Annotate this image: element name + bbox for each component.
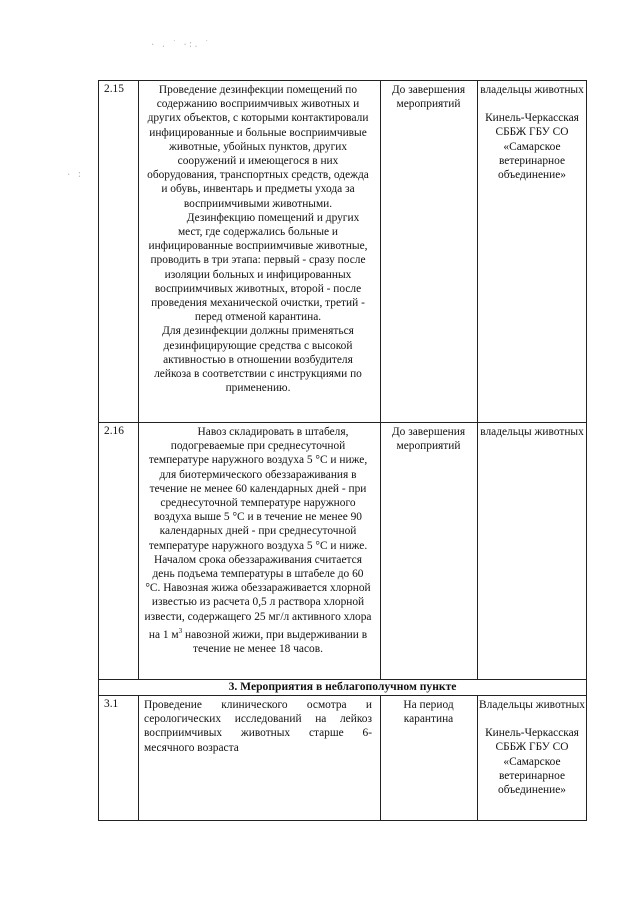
description-text-tail: навозной жижи, при выдерживании в течение не менее 18 часов. (182, 628, 368, 655)
description-text: Навоз складировать в штабеля, подогреваемые при среднесуточной температуре наружного воздуха 5 °С и ниже, для биотермического обеззараживания в течение не менее 60 календарных дней - при среднесуточной температуре наружного воздуха выше 5 °С и в течение не менее 90 календарных дней - при среднесуточной температуре наружного воздуха 5 °С и ниже. Началом срока обеззараживания считается день подъема температуры в штабеле до 60 °С. Навозная жижа обеззараживается хлорной известью из расчета 0,5 л раствора хлорной извести, содержащего 25 мг/л активного хлора на 1 м (144, 426, 372, 641)
row-divider (98, 422, 587, 423)
row-divider (98, 679, 587, 680)
scan-artifact-top: · . ˙ ·:. ˙ (150, 40, 210, 50)
responsible-entry: Кинель-Черкасская СББЖ ГБУ СО «Самарское ветеринарное объединение» (485, 112, 579, 182)
row-number: 2.16 (104, 425, 124, 437)
description-paragraph: Проведение дезинфекции помещений по содержанию восприимчивых животных и других объектов, с которыми контактировали инфицированные и больные восприимчивые животные, убойных пунктов, других сооружений и имеющегося в них оборудования, транспортных средств, одежда и обувь, инвентарь и предметы ухода за восприимчивыми животными. (147, 84, 369, 210)
scan-artifact-left: · : (66, 170, 83, 180)
responsible-entry: владельцы животных (480, 84, 584, 96)
responsible-entry: владельцы животных (480, 426, 584, 438)
column-divider (138, 80, 139, 679)
column-divider (477, 695, 478, 820)
table-border-left (98, 80, 99, 821)
description-superscript: 3 (178, 626, 183, 635)
row-term: До завершения мероприятий (391, 426, 466, 453)
column-divider (380, 80, 381, 679)
row-responsible (477, 422, 587, 679)
table-row (98, 80, 587, 422)
table-border-right (586, 80, 587, 821)
description-paragraph: Дезинфекцию помещений и других мест, где содержались больные и инфицированные восприимчивые животные, проводить в три этапа: первый - сразу после изоляции больных и инфицированных восприимчивых животных, второй - после проведения механической очистки, третий - перед отменой карантина. (148, 211, 368, 324)
column-divider (380, 695, 381, 820)
responsible-entry: Кинель-Черкасская СББЖ ГБУ СО «Самарское ветеринарное объединение» (485, 727, 579, 797)
table-row (98, 422, 587, 679)
row-term: На период карантина (403, 699, 454, 726)
table-row (98, 695, 587, 820)
table-border-bottom (98, 820, 587, 821)
row-responsible (477, 695, 587, 820)
row-description (138, 80, 380, 422)
description-paragraph: Для дезинфекции должны применяться дезинфицирующие средства с высокой активностью в отношении возбудителя лейкоза в соответствии с инструкциями по применению. (154, 325, 362, 395)
table-border-top (98, 80, 587, 81)
section-title: 3. Мероприятия в неблагополучном пункте (228, 680, 457, 693)
column-divider (138, 695, 139, 820)
row-number: 3.1 (104, 698, 119, 710)
row-description (138, 422, 380, 679)
column-divider (477, 80, 478, 679)
row-number: 2.15 (104, 83, 124, 95)
row-term: До завершения мероприятий (391, 84, 466, 111)
row-description: Проведение клинического осмотра и серологических исследований на лейкоз восприимчивых животных старше 6-месячного возраста (144, 699, 372, 754)
responsible-entry: Владельцы животных (479, 699, 585, 711)
row-divider (98, 695, 587, 696)
row-responsible (477, 80, 587, 422)
